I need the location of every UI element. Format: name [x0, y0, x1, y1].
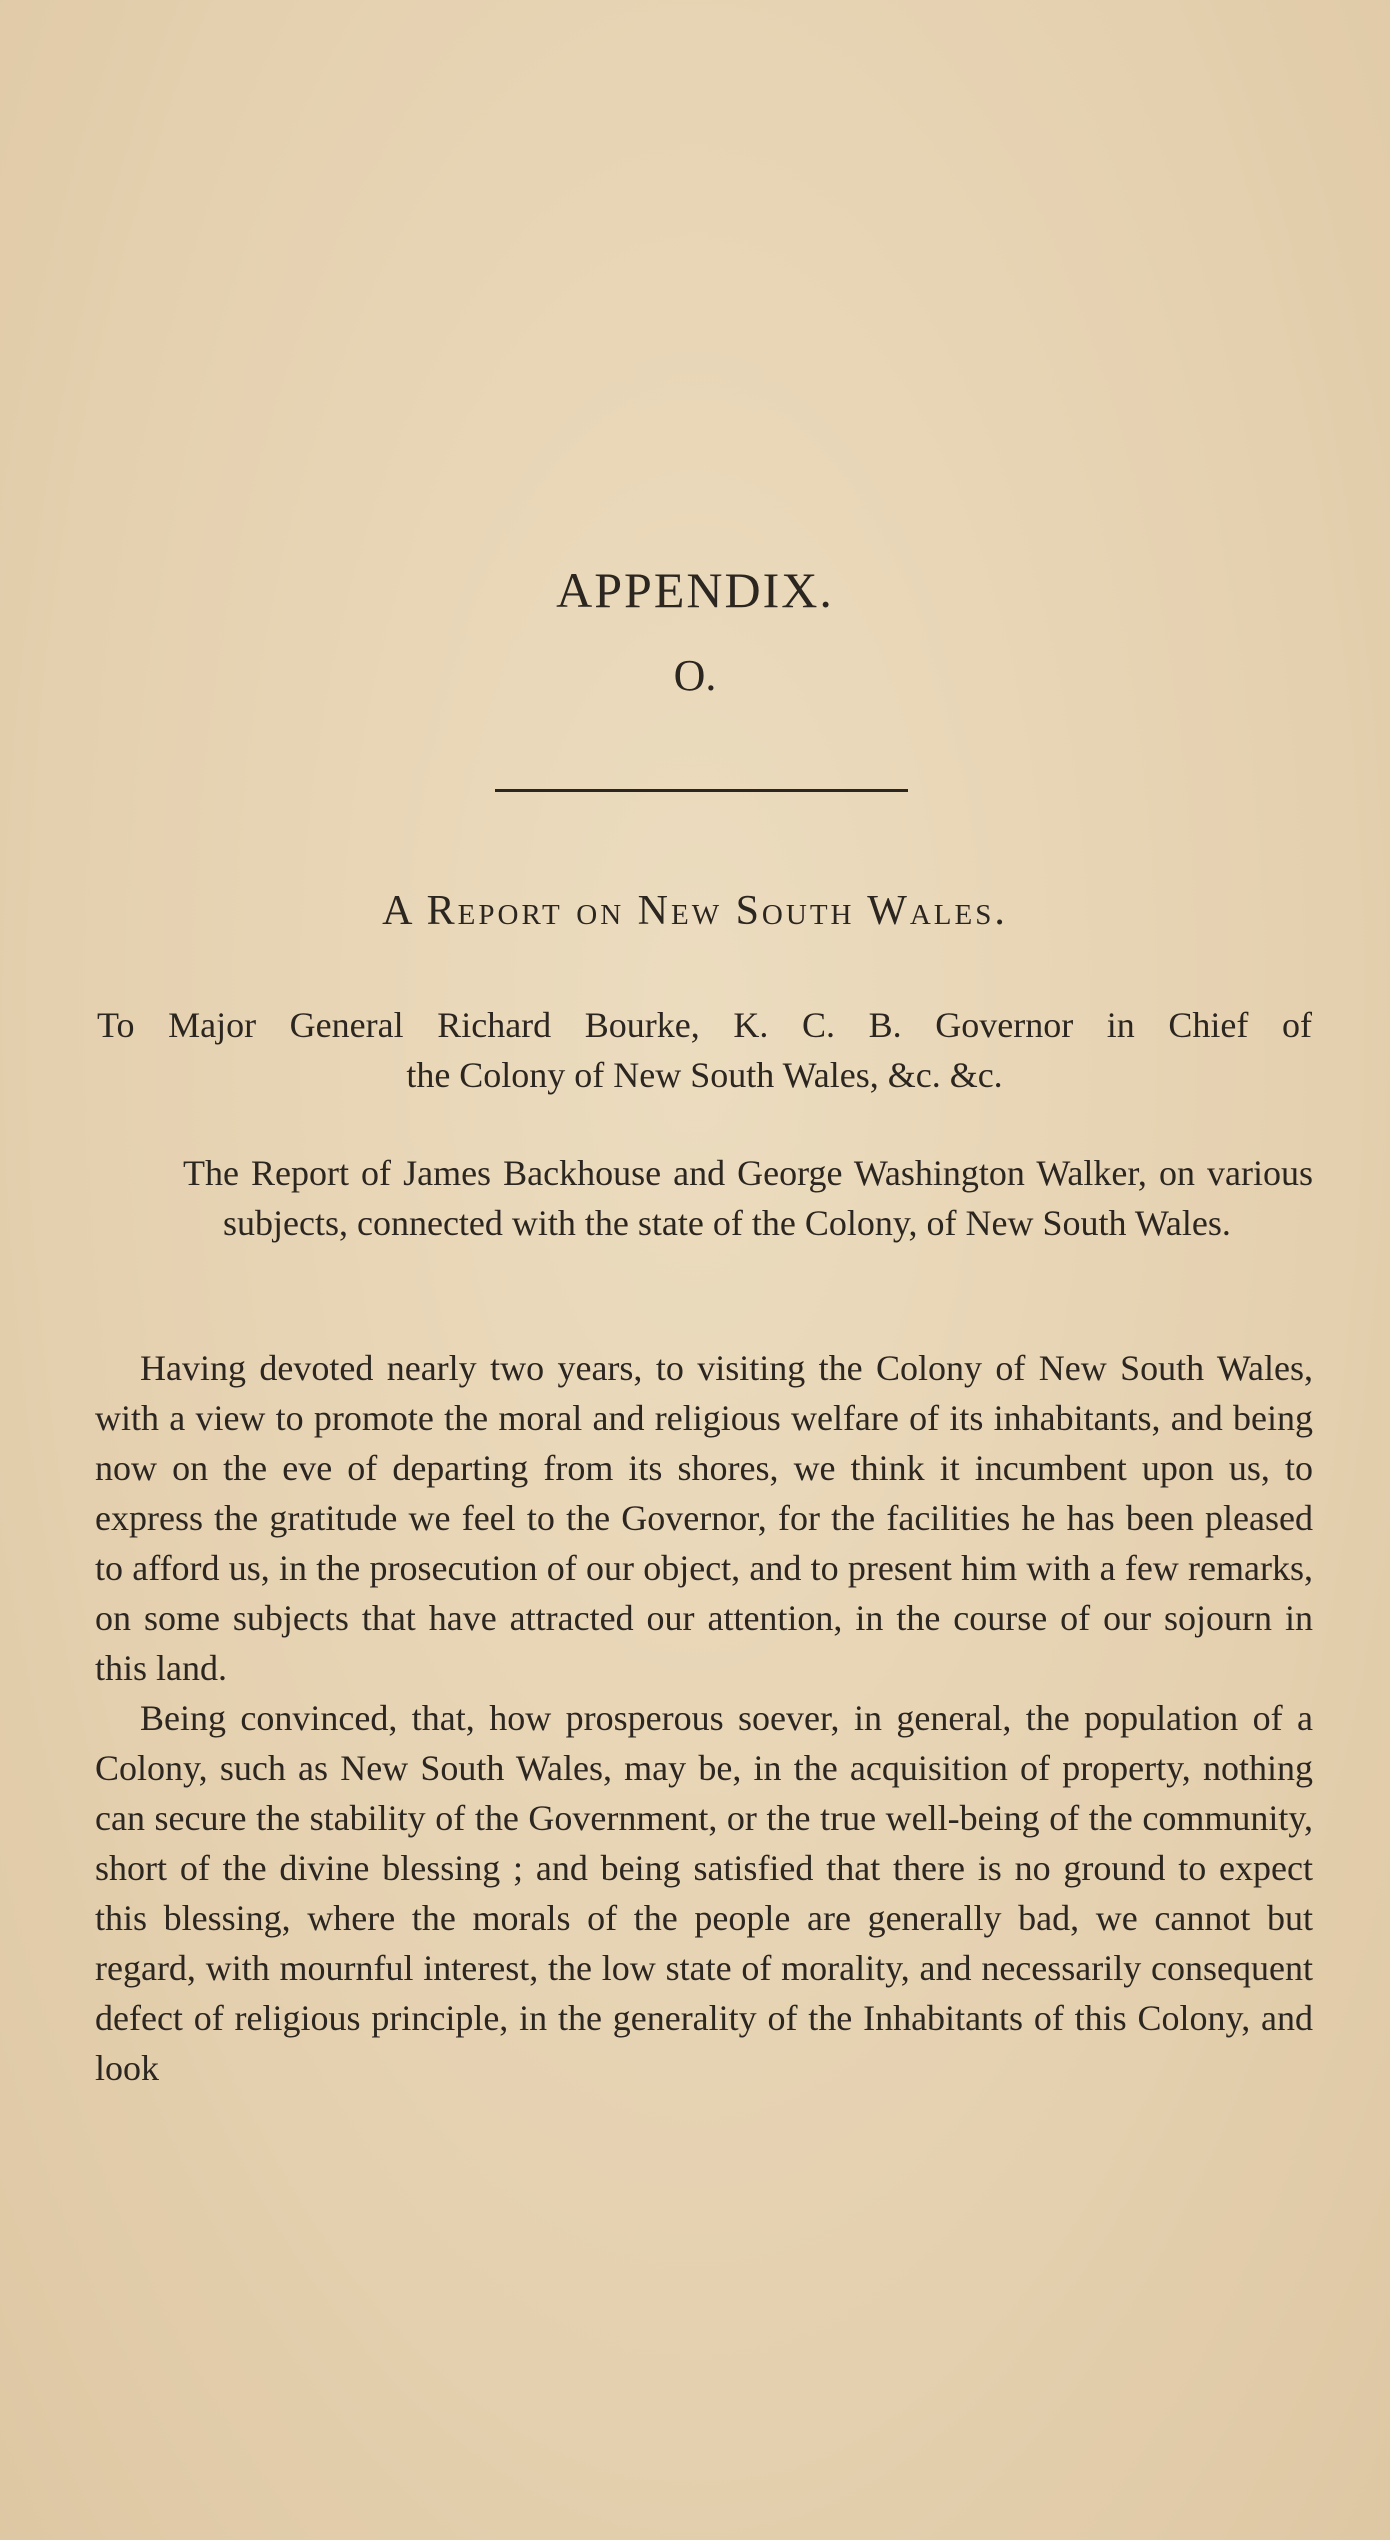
appendix-heading: APPENDIX. [556, 562, 834, 618]
paragraph-2: Being convinced, that, how prosperous soever, in general, the population of a Colony, such as New South Wales, may be, in the acquisition of property, nothing can secure the stability of the Government, or the true well-being of the community, short of the divine blessing ; and being satisfied that there is no ground to expect this blessing, where the morals of the people are generally bad, we cannot but regard, with mournful interest, the low state of morality, and necessarily consequent defect of religious principle, in the generality of the Inhabitants of this Colony, and look [95, 1698, 1313, 2088]
intro-paragraph: The Report of James Backhouse and George Washington Walker, on various subjects, connected with the state of the Colony, of New South Wales. [183, 1153, 1313, 1243]
address-block [97, 1000, 1312, 1100]
report-intro [183, 1148, 1313, 1248]
paragraph-1: Having devoted nearly two years, to visiting the Colony of New South Wales, with a view to promote the moral and religious welfare of its inhabitants, and being now on the eve of departing from its shores, we think it incumbent upon us, to express the gratitude we feel to the Governor, for the facilities he has been pleased to afford us, in the prosecution of our object, and to present him with a few remarks, on some subjects that have attracted our attention, in the course of our sojourn in this land. [95, 1348, 1313, 1688]
address-line-1: To Major General Richard Bourke, K. C. B. Governor in Chief of [97, 1005, 1312, 1045]
appendix-letter: O. [673, 651, 717, 700]
address-line-2: the Colony of New South Wales, &c. &c. [406, 1055, 1003, 1095]
report-title: A Report on New South Wales. [382, 888, 1008, 934]
horizontal-rule [495, 789, 908, 792]
body-text [95, 1343, 1313, 2093]
